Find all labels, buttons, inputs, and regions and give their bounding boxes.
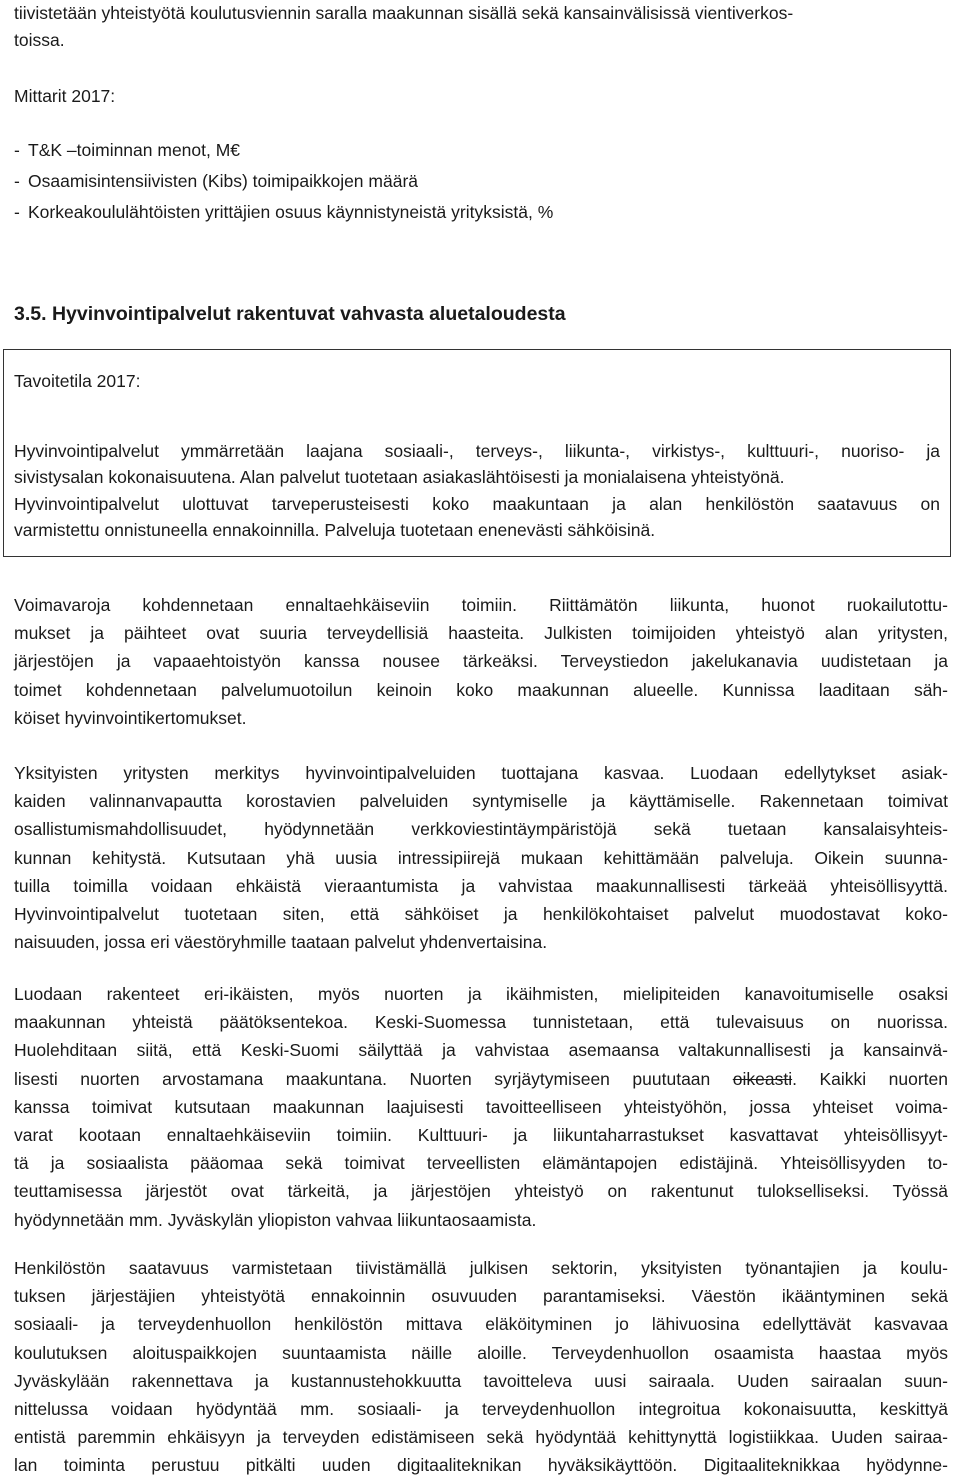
- text-line: tä ja sosiaalista pääomaa sekä toimivat terveellisten elämäntapojen edistäjinä. Yhteisöllisyyden to-: [14, 1153, 948, 1174]
- text-line: kaiden valinnanvapautta korostavien palveluiden syntymiselle ja käyttämiselle. Rakennetaan toimivat: [14, 791, 948, 812]
- text-line: naisuuden, jossa eri väestöryhmille taataan palvelut yhdenvertaisina.: [14, 932, 548, 953]
- paragraph: [14, 980, 948, 1234]
- text-line: teuttamisessa järjestöt ovat tärkeitä, ja järjestöjen yhteistyö on rakentunut tulokselliseksi. Työssä: [14, 1181, 948, 1202]
- text-line: maakunnan yhteistä päätöksentekoa. Keski-Suomessa tunnistetaan, että tulevaisuus on nuorissa.: [14, 1012, 948, 1033]
- list-item: - Korkeakoululähtöisten yrittäjien osuus käynnistyneistä yrityksistä, %: [14, 202, 554, 222]
- goal-box: [3, 349, 951, 557]
- intro-line: tiivistetään yhteistyötä koulutusviennin saralla maakunnan sisällä sekä kansainvälisissä vientiverkos-: [14, 3, 794, 23]
- paragraph: [14, 591, 948, 732]
- text-line: Luodaan rakenteet eri-ikäisten, myös nuorten ja ikäihmisten, mielipiteiden kanavoitumiselle osaksi: [14, 984, 948, 1004]
- text-line: lan toiminta perustuu pitkälti uuden digitaaliteknikan hyväksikäyttöön. Digitaaliteknikkaa hyödynne-: [14, 1455, 948, 1476]
- text-line: sivistysalan kokonaisuutena. Alan palvelut tuotetaan asiakaslähtöisesti ja monialaisena yhteistyönä.: [14, 467, 785, 488]
- list-item: - T&K –toiminnan menot, M€: [14, 140, 241, 160]
- goal-label: Tavoitetila 2017:: [14, 371, 141, 391]
- text-line: varat kootaan ennaltaehkäiseviin toimiin. Kulttuuri- ja liikuntaharrastukset kasvattavat yhteisöllisyyt-: [14, 1125, 948, 1146]
- text-line: sosiaali- ja terveydenhuollon henkilöstön mittava eläköityminen jo lähivuosina edellyttävät kasvavaa: [14, 1314, 948, 1335]
- text-line: koulutuksen aloituspaikkojen suuntaamista näille aloille. Terveydenhuollon osaamista haastaa myös: [14, 1342, 948, 1363]
- text-line: kunnan kehitystä. Kutsutaan yhä uusia intressipiirejä mukaan kehittämään palveluja. Oikein suunna-: [14, 847, 948, 868]
- paragraph: [14, 759, 948, 956]
- text-line: kanssa toimivat kutsutaan maakunnan laajuisesti tavoitteelliseen yhteistyöhön, jossa yhteiset voima-: [14, 1096, 948, 1117]
- text-line: entistä paremmin ehkäisyyn ja terveyden edistämiseen sekä hyödyntää kehittynyttä logistiikkaa. Uuden sairaa-: [14, 1427, 948, 1448]
- text-line: köiset hyvinvointikertomukset.: [14, 707, 247, 728]
- text-line: toimet kohdennetaan palvelumuotoilun keinoin koko maakunnan alueelle. Kunnissa laaditaan säh-: [14, 679, 948, 700]
- text-line: Voimavaroja kohdennetaan ennaltaehkäiseviin toimiin. Riittämätön liikunta, huonot ruokailutottu-: [14, 595, 948, 615]
- text-line: tuilla toimilla voidaan ehkäistä vieraantumista ja vahvistaa maakunnallisesti tärkeää yhteisöllisyyttä.: [14, 875, 948, 896]
- text-line: lisesti nuorten arvostamana maakuntana. Nuorten syrjäytymiseen puututaan oikeasti. Kaikki nuorten: [14, 1068, 948, 1089]
- text-line: Henkilöstön saatavuus varmistetaan tiivistämällä julkisen sektorin, yksityisten työnantajien ja koulu-: [14, 1258, 948, 1278]
- text-line: Yksityisten yritysten merkitys hyvinvointipalveluiden tuottajana kasvaa. Luodaan edellytykset asiak-: [14, 763, 948, 783]
- text-line: nittelussa voidaan hyödyntää mm. sosiaali- ja terveydenhuollon integroitua kokonaisuutta, keskittyä: [14, 1399, 948, 1420]
- text-line: mukset ja päihteet ovat suuria terveydellisiä haasteita. Julkisten toimijoiden yhteistyö alan yritysten,: [14, 623, 948, 644]
- list-item: - Osaamisintensiivisten (Kibs) toimipaikkojen määrä: [14, 171, 419, 191]
- text-line: osallistumismahdollisuudet, hyödynnetään verkkoviestintäympäristöjä sekä tuetaan kansalaisyhteis-: [14, 819, 948, 840]
- text-line: Huolehditaan siitä, että Keski-Suomi säilyttää ja vahvistaa asemaansa valtakunnallisesti ja kansainvä-: [14, 1040, 948, 1061]
- struck-word: oikeasti: [732, 1068, 793, 1089]
- metrics-heading: Mittarit 2017:: [14, 86, 116, 106]
- text-line: Hyvinvointipalvelut ulottuvat tarveperusteisesti koko maakuntaan ja alan henkilöstön saatavuus on: [14, 493, 940, 514]
- metrics-list: [14, 135, 553, 228]
- text-line: tuksen järjestäjien yhteistyötä ennakoinnin osuvuuden parantamiseksi. Väestön ikääntyminen sekä: [14, 1286, 948, 1307]
- text-line: varmistettu onnistuneella ennakoinnilla. Palveluja tuotetaan enenevästi sähköisinä.: [14, 520, 656, 541]
- text-line: järjestöjen ja vapaaehtoistyön kanssa nousee tärkeäksi. Terveystiedon jakelukanavia uudistetaan ja: [14, 651, 948, 672]
- goal-text: [14, 438, 940, 544]
- section-heading: 3.5. Hyvinvointipalvelut rakentuvat vahvasta aluetaloudesta: [14, 303, 566, 325]
- text-line: hyödynnetään mm. Jyväskylän yliopiston vahvaa liikuntaosaamista.: [14, 1209, 537, 1230]
- text-line: Hyvinvointipalvelut ymmärretään laajana sosiaali-, terveys-, liikunta-, virkistys-, kulttuuri-, nuoriso- ja: [14, 441, 940, 461]
- intro-line: toissa.: [14, 30, 65, 50]
- paragraph: [14, 1254, 948, 1480]
- text-line: Jyväskylään rakennettava ja kustannustehokkuutta tavoitteleva uusi sairaala. Uuden sairaalan suun-: [14, 1370, 948, 1391]
- text-line: Hyvinvointipalvelut tuotetaan siten, että sähköiset ja henkilökohtaiset palvelut muodostavat koko-: [14, 904, 948, 925]
